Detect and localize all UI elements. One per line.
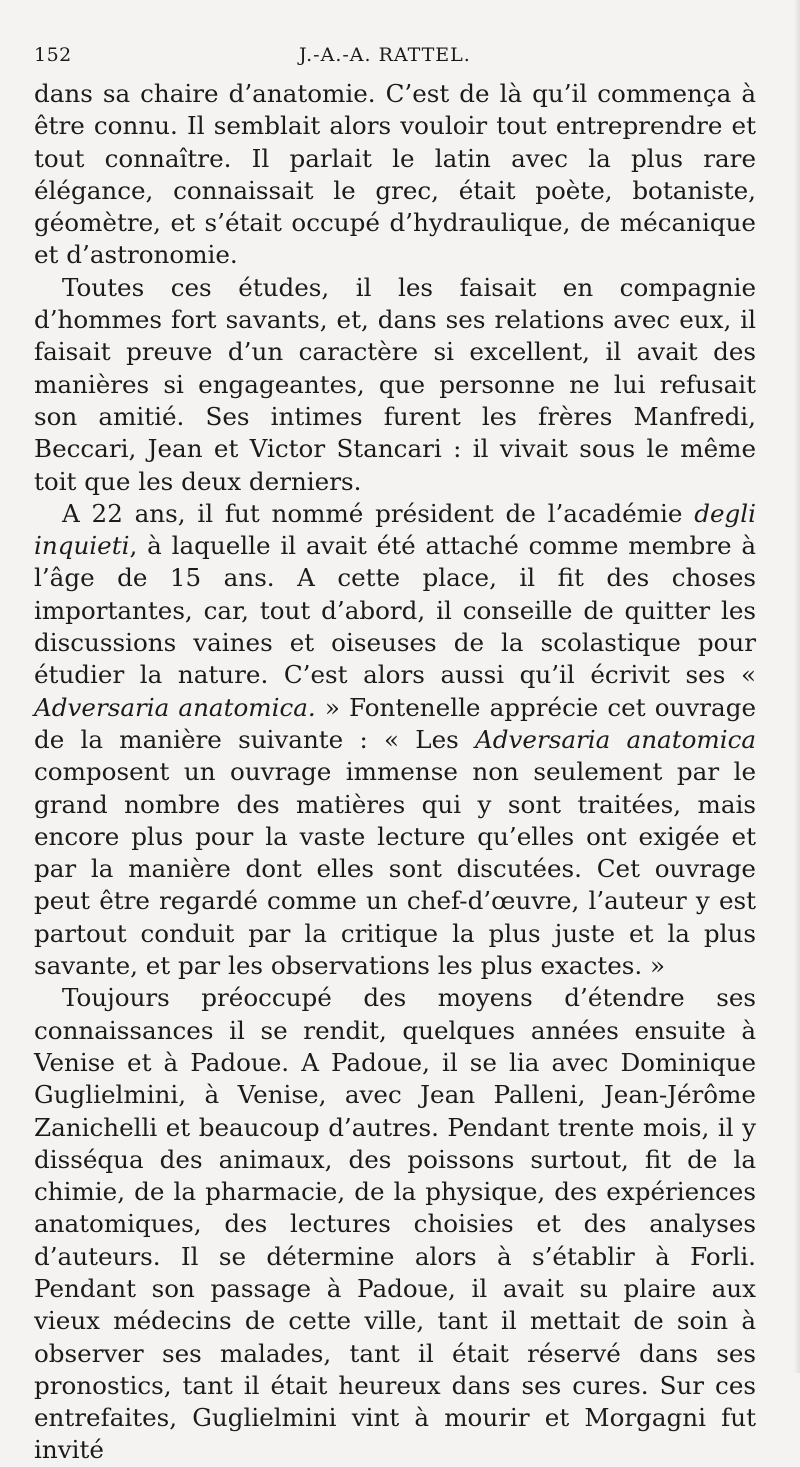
italic-text: Adversaria anatomica [475, 724, 757, 754]
running-title: J.-A.-A. RATTEL. [299, 44, 471, 66]
text-segment: , à laquelle il avait été attaché comme membre à l’âge de 15 ans. A cette place, il fit des choses importantes, car, tout d’abord, il conseille de quitter les discussions vaines et oiseuses de la scolastique pour étudier la nature. C’est alors aussi qu’il écrivit ses « [34, 531, 756, 690]
paragraph [34, 272, 756, 498]
text-segment: Toujours préoccupé des moyens d’étendre ses connaissances il se rendit, quelques années ensuite à Venise et à Padoue. A Padoue, il se lia avec Dominique Guglielmini, à Venise, avec Jean Palleni, Jean-Jérôme Zanichelli et beaucoup d’autres. Pendant trente mois, il y disséqua des animaux, des poissons surtout, fit de la chimie, de la pharmacie, de la physique, des expériences anatomiques, des lectures choisies et des analyses d’auteurs. Il se détermine alors à s’établir à Forli. Pendant son passage à Padoue, il avait su plaire aux vieux médecins de cette ville, tant il mettait de soin à observer ses malades, tant il était réservé dans ses pronostics, tant il était heureux dans ses cures. Sur ces entrefaites, Guglielmini vint à mourir et Morgagni fut invité [34, 983, 756, 1465]
italic-text: Adversaria anatomica. [34, 692, 316, 722]
paragraph [34, 78, 756, 272]
text-segment: composent un ouvrage immense non seulement par le grand nombre des matières qui y sont traitées, mais encore plus pour la vaste lecture qu’elles ont exigée et par la manière dont elles sont discutées. Cet ouvrage peut être regardé comme un chef-d’œuvre, l’auteur y est partout conduit par la critique la plus juste et la plus savante, et par les observations les plus exactes. » [34, 757, 756, 981]
page-edge-shadow [794, 0, 800, 1373]
text-segment: dans sa chaire d’anatomie. C’est de là qu’il commença à être connu. Il semblait alors vouloir tout entreprendre et tout connaître. Il parlait le latin avec la plus rare élégance, connaissait le grec, était poète, botaniste, géomètre, et s’était occupé d’hydraulique, de mécanique et d’astronomie. [34, 79, 756, 270]
text-segment: » Fontenelle apprécie cet ouvrage de la manière suivante : « Les [34, 692, 756, 754]
body-text [34, 78, 756, 1467]
italic-text: degli inquieti [34, 498, 756, 561]
paragraph [34, 982, 756, 1466]
page-number: 152 [34, 44, 72, 66]
running-header [34, 38, 756, 78]
text-segment: A 22 ans, il fut nommé président de l’académie [62, 498, 695, 528]
paragraph [34, 498, 756, 982]
text-segment: Toutes ces études, il les faisait en compagnie d’hommes fort savants, et, dans ses relations avec eux, il faisait preuve d’un caractère si excellent, il avait des manières si engageantes, que personne ne lui refusait son amitié. Ses intimes furent les frères Manfredi, Beccari, Jean et Victor Stancari : il vivait sous le même toit que les deux derniers. [34, 272, 756, 496]
